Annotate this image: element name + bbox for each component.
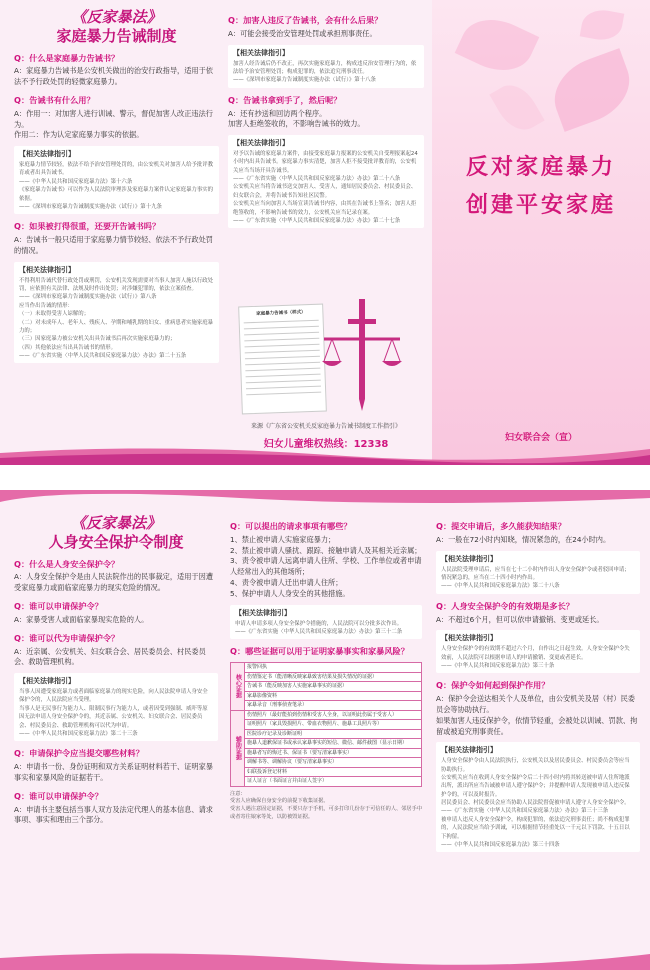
law-text: ——《中华人民共和国反家庭暴力法》第二十八条	[441, 583, 560, 590]
s1-title-line2: 家庭暴力告诫制度	[56, 26, 177, 45]
evidence-item: 家暴录音（刑事侦查笔录）	[245, 701, 422, 711]
answer-text: 2、禁止被申请人骚扰、跟踪、接触申请人及其相关近亲属；	[230, 545, 422, 555]
law-text: （三）因家庭暴力被公安机关出具告诫书后再次实施家庭暴力的；	[19, 336, 176, 343]
evidence-row	[231, 691, 422, 701]
s2-column-2	[230, 514, 422, 822]
law-text: 人身安全保护令的有效期不超过六个月，自作出之日起生效。人身安全保护令失效前，人民法院可以根据申请人的申请撤销、变更或者延长。	[441, 646, 630, 661]
law-text: ——《中华人民共和国反家庭暴力法》第三十四条	[441, 841, 560, 848]
question-heading: Q：加害人违反了告诫书，会有什么后果？	[228, 15, 383, 25]
answer-text: A：可能会接受治安管理处罚或承担刑事责任。	[228, 28, 377, 38]
law-box-title: 【相关法律指引】	[441, 554, 497, 563]
question-heading: Q：提交申请后，多久能获知结果？	[436, 521, 566, 531]
answer-text: 4、责令被申请人迁出申请人住所；	[230, 578, 343, 588]
answer-text: A：还有抄送和回访两个程序。	[228, 108, 327, 118]
note-line: 受害人遇注意固定证据，不要只存于手机，可多打印几份存于可信任的人、邻居手中或者寄往娘家等处，以防被毁证据。	[230, 806, 422, 821]
law-box-title: 【相关法律指引】	[19, 265, 75, 274]
evidence-row	[231, 739, 422, 749]
evidence-item: 报警回执	[245, 663, 422, 673]
s1-title	[14, 8, 219, 46]
evidence-item: 证人证言（书面证言并由证人签字）	[245, 777, 422, 787]
answer-text: 如果加害人违反保护令，依情节轻重，会被处以训诫、罚款、拘留或被追究刑事责任。	[436, 715, 638, 736]
cover-title-line2: 创建平安家庭	[465, 193, 616, 218]
law-text: 应当作出告诫的情形：	[19, 302, 73, 309]
evidence-row	[231, 748, 422, 758]
note-line: 注意：	[230, 790, 246, 797]
evidence-row	[231, 720, 422, 730]
law-text: ——《中华人民共和国反家庭暴力法》第三十条	[441, 662, 555, 669]
s1-law-box-2	[14, 262, 219, 364]
question-heading: Q：谁可以申请保护令？	[14, 790, 103, 801]
law-text: ——《中华人民共和国反家庭暴力法》第二十三条	[19, 730, 138, 737]
question-heading: Q：告诫书有什么用？	[14, 94, 95, 105]
law-text: ——《中华人民共和国反家庭暴力法》第十六条	[19, 178, 133, 185]
answer-text: A：作用一：对加害人进行训诫、警示，督促加害人改正违法行为。	[14, 108, 213, 129]
justice-scale-sword-icon	[318, 295, 406, 415]
answer-text: A：一般在72小时内知晓，情况紧急的，在24小时内。	[436, 534, 611, 544]
s2-qa-group-1	[14, 559, 218, 669]
evidence-item: 施暴人道歉保证书或承认家暴事实的短信、微信、邮件截图（显示日期）	[245, 739, 422, 749]
evidence-row	[231, 710, 422, 720]
s1-qa-5	[228, 95, 424, 130]
law-box-title: 【相关法律指引】	[19, 150, 75, 159]
evidence-category-core: 核心证据	[231, 663, 245, 711]
evidence-item: 伤情照片（最好能拍到伤情和受害人全身，以证明此伤属于受害人）	[245, 710, 422, 720]
law-text: 公安机关应当向加害人当场宣读告诫书内容，由其在告诫书上签名；加害人拒绝签收的，不影响告诫书的效力，公安机关应当记录在案。	[233, 201, 417, 216]
law-text: 人民法院受理申请后，应当在七十二小时内作出人身安全保护令或者驳回申请；情况紧急的，应当在二十四小时内作出。	[441, 566, 630, 581]
evidence-row	[231, 701, 422, 711]
answer-text: A：近亲属、公安机关、妇女联合会、居民委员会、村民委员会、救助管理机构。	[14, 646, 206, 667]
question-heading: Q：人身安全保护令的有效期是多长？	[436, 600, 574, 611]
law-box-title: 【相关法律指引】	[233, 139, 289, 148]
s2-qa-group-3	[436, 521, 640, 546]
question-heading: Q：如果被打得很重，还要开告诫书吗？	[14, 221, 161, 232]
s1-law-box-1	[14, 146, 219, 214]
evidence-item: 施暴者写的悔过书、保证书（要写清家暴事实）	[245, 748, 422, 758]
law-text: 当事人因遭受家庭暴力或者面临家庭暴力的现实危险，向人民法院申请人身安全保护令的，人民法院应当受理。	[19, 689, 208, 704]
evidence-row	[231, 758, 422, 768]
s2-law-box-4	[436, 630, 640, 673]
answer-text: 5、保护申请人人身安全的其他措施。	[230, 588, 350, 598]
evidence-row	[231, 663, 422, 673]
law-text: ——《深圳市家庭暴力告诫制度实施办法（试行）》第十九条	[19, 203, 162, 210]
s2-law-box-3	[436, 551, 640, 594]
answer-text: A：家庭暴力告诫书是公安机关做出的治安行政指导，适用于依法不予行政处罚的轻微家庭暴力。	[14, 66, 213, 87]
question-heading: Q：谁可以申请保护令？	[14, 600, 103, 611]
note-line: 受害人应确保自身安全的前提下收集证据。	[230, 798, 329, 805]
answer-text: A：申请书一份、身份证明和双方关系证明材料若干、证明家暴事实和家暴风险的证据若干。	[14, 762, 213, 782]
law-text: 被申请人违反人身安全保护令，构成犯罪的，依法追究刑事责任；尚不构成犯罪的，人民法院应当给予训诫，可以根据情节轻重处以一千元以下罚款、十五日以下拘留。	[441, 816, 630, 840]
evidence-row	[231, 729, 422, 739]
question-heading: Q：什么是人身安全保护令？	[14, 558, 120, 569]
s1-law-box-3	[228, 45, 424, 88]
law-box-title: 【相关法律指引】	[235, 608, 291, 617]
evidence-item: 告诫书（能反映加害人实施家暴事实的证据）	[245, 682, 422, 692]
answer-text: A：告诫书一般只适用于家庭暴力情节较轻、依法不予行政处罚的情况。	[14, 235, 213, 256]
answer-text: 加害人拒绝签收的，不影响告诫书的效力。	[228, 119, 365, 129]
law-text: 公安机关应当将告诫书送交加害人、受害人，通知居民委员会、村民委员会、妇女联合会，并将告诫书告知社区民警。	[233, 184, 417, 199]
s2-title	[14, 514, 218, 552]
s2-law-box-1	[14, 673, 218, 741]
s1-title-line1: 《反家暴法》	[71, 8, 162, 26]
law-text: ——《广东省实施〈中华人民共和国反家庭暴力法〉办法》第三十三条	[441, 808, 609, 815]
s2-column-1	[14, 514, 218, 826]
question-heading: Q：什么是家庭暴力告诫书？	[14, 52, 120, 63]
s2-qa-role	[436, 680, 640, 737]
answer-text: A：家暴受害人或面临家暴现实危险的人。	[14, 614, 149, 624]
law-text: 不得利用告诫代替行政处罚或刑罚，公安机关发现需要对当事人加害人施以行政处罚，应依照有关法律、法规及时作出处罚；对涉嫌犯罪的，依法立案侦查。	[19, 277, 214, 293]
evidence-row	[231, 767, 422, 777]
evidence-note	[230, 791, 422, 822]
law-text: ——《广东省实施〈中华人民共和国反家庭暴力法〉办法》第三十二条	[235, 628, 403, 635]
evidence-row	[231, 777, 422, 787]
question-heading: Q：保护令如何起到保护作用？	[436, 680, 550, 691]
answer-text: A：保护令会送达相关个人及单位，由公安机关及居（村）民委员会等协助执行。	[436, 694, 635, 714]
law-box-title: 【相关法律指引】	[233, 48, 289, 57]
law-text: 人身安全保护令由人民法院执行，公安机关以及居民委员会、村民委员会等应当协助执行。	[441, 758, 630, 773]
s1-column-1	[14, 8, 219, 368]
law-box-title: 【相关法律指引】	[441, 634, 497, 643]
evidence-item: 伤情鉴定书（能清晰反映家暴致害结果及损失情况的证据）	[245, 672, 422, 682]
s2-title-line2: 人身安全保护令制度	[48, 532, 184, 551]
s1-qa-group-1	[14, 53, 219, 142]
evidence-question: Q：哪些证据可以用于证明家暴事实和家暴风险？	[230, 646, 409, 657]
law-text: （一）未取得受害人谅解的；	[19, 311, 90, 318]
organization-name: 妇女联合会（宣）	[504, 433, 577, 443]
s1-law-box-4	[228, 135, 424, 228]
s2-qa-group-2	[230, 521, 422, 600]
question-heading: Q：申请保护令应当提交哪些材料？	[14, 748, 144, 759]
answer-text: A：不超过6个月，但可以依申请撤销、变更或延长。	[436, 614, 604, 624]
evidence-item: 证明照片（家具毁损照片、带血衣物照片、施暴工具照片等）	[245, 720, 422, 730]
law-text: 对予以告诫的家庭暴力案件，由接受家庭暴力报案的公安机关自受理报案起24小时内出具告诫书。家庭暴力事实清楚，加害人拒不接受批评教育的，公安机关应当当场开具告诫书。	[233, 150, 418, 174]
law-text: ——《广东省实施〈中华人民共和国反家庭暴力法〉办法》第二十八条	[233, 176, 401, 183]
s1-qa-3	[14, 221, 219, 256]
cover-panel	[432, 0, 650, 465]
s2-qa-group-1b	[14, 748, 218, 826]
law-box-title: 【相关法律指引】	[19, 677, 75, 686]
law-text: （四）其他依法应当出具告诫书的情形。	[19, 344, 117, 351]
answer-text: 作用二：作为认定家庭暴力事实的依据。	[14, 130, 144, 140]
brochure-sheet-2	[0, 490, 650, 970]
question-heading: Q：告诫书拿到手了，然后呢？	[228, 94, 342, 105]
answer-text: A：人身安全保护令是由人民法院作出的民事裁定，适用于因遭受家庭暴力或面临家庭暴力的现实危险的情况。	[14, 572, 213, 593]
law-text: ——《深圳市家庭暴力告诫制度实施办法（试行）》第八条	[19, 294, 157, 301]
question-heading: Q：可以提出的请求事项有哪些？	[230, 521, 352, 531]
warning-letter-sample-image	[238, 304, 327, 415]
evidence-table	[230, 662, 422, 787]
s1-column-2	[228, 8, 424, 233]
brochure-sheet-1	[0, 0, 650, 465]
s2-qa-valid	[436, 601, 640, 626]
law-text: ——《深圳市家庭暴力告诫制度实施办法（试行）》第十八条	[233, 77, 376, 84]
law-text: 居民委员会、村民委员会应当协助人民法院督促被申请人遵守人身安全保护令。	[441, 800, 630, 807]
s2-law-box-2	[230, 605, 422, 640]
law-text: 家庭暴力情节较轻，依法不给予治安管理处罚的，由公安机关对加害人给予批评教育或者出具告诫书。	[19, 162, 214, 177]
source-note: 来源《广东省公安机关反家庭暴力告诫书制度工作指引》	[250, 423, 401, 430]
evidence-item: 调解书等、调解协议（要写清家暴事实）	[245, 758, 422, 768]
law-text: （二）对未成年人、老年人、残疾人、孕期和哺乳期的妇女、重病患者实施家庭暴力的；	[19, 319, 214, 334]
law-text: ——《广东省实施〈中华人民共和国反家庭暴力法〉办法》第二十五条	[19, 353, 187, 360]
top-wave-decoration	[0, 490, 650, 512]
hotline-text: 妇女儿童维权热线：12338	[263, 439, 389, 450]
law-box-title: 【相关法律指引】	[441, 746, 497, 755]
s2-title-line1: 《反家暴法》	[70, 514, 161, 532]
evidence-row	[231, 682, 422, 692]
law-text: 当事人是无民事行为能力人、限制民事行为能力人，或者因受到强制、威吓等原因无法申请人身安全保护令的，其近亲属、公安机关、妇女联合会、居民委员会、村民委员会、救助管理机构可以代为申请。	[19, 705, 208, 729]
answer-text: 1、禁止被申请人实施家庭暴力；	[230, 534, 336, 544]
doc-label: 家庭暴力告诫书（样式）	[256, 310, 306, 317]
law-text: 《家庭暴力告诫书》可以作为人民法院审理涉及家庭暴力案件认定家庭暴力事实的依据。	[19, 187, 214, 202]
law-text: ——《广东省实施〈中华人民共和国反家庭暴力法〉办法》第二十七条	[233, 217, 401, 224]
evidence-item: 医院诊疗记录及诊断证明	[245, 729, 422, 739]
s2-law-box-5	[436, 742, 640, 852]
s1-qa-group-2	[228, 15, 424, 40]
evidence-item: 家暴影像资料	[245, 691, 422, 701]
answer-text: A：申请书主要包括当事人双方及法定代理人的基本信息、请求事项、事实和理由三个部分。	[14, 804, 213, 825]
evidence-item: 妇联投诉登记材料	[245, 767, 422, 777]
cover-title-line1: 反对家庭暴力	[465, 155, 616, 180]
law-text: 加害人经告诫后仍不改正，再次实施家庭暴力，构成违反治安管理行为的，依法给予治安管理处罚；构成犯罪的，依法追究刑事责任。	[233, 60, 417, 75]
answer-text: 3、责令被申请人远离申请人住所、学校、工作单位或者申请人经常出入的其他场所；	[230, 556, 422, 577]
bottom-wave-decoration-2	[0, 948, 650, 970]
law-text: 申请人申请多项人身安全保护令措施的，人民法院可以分批多次作出。	[235, 620, 403, 627]
law-text: 公安机关应当在收到人身安全保护令后二十四小时内将其转送被申请人住所地派出所，派出所应当告诫被申请人遵守保护令；并提醒申请人发现被申请人违反保护令的，可以及时报告。	[441, 774, 630, 798]
question-heading: Q：谁可以代为申请保护令？	[14, 632, 120, 643]
s2-column-3	[436, 514, 640, 857]
evidence-row	[231, 672, 422, 682]
bottom-wave-decoration	[0, 443, 650, 465]
evidence-category-aux: 辅助证据	[231, 710, 245, 786]
